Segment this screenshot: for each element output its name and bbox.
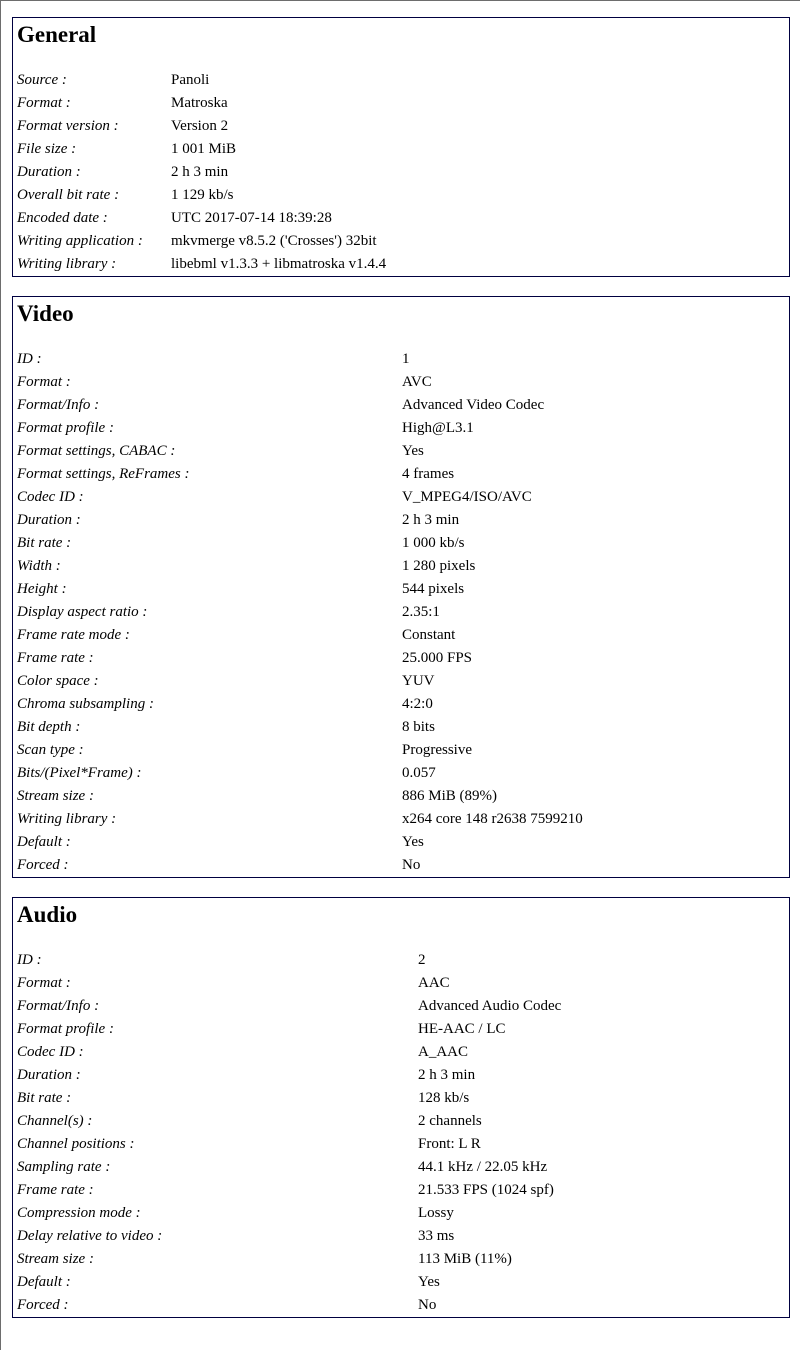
general-info-row — [17, 230, 785, 253]
field-value: UTC 2017-07-14 18:39:28 — [171, 210, 332, 226]
field-value: HE-AAC / LC — [418, 1021, 506, 1037]
video-info-row — [17, 555, 785, 578]
field-value: 2 h 3 min — [171, 164, 229, 180]
field-value: 113 MiB (11%) — [418, 1251, 512, 1267]
field-label: Bits/(Pixel*Frame) : — [17, 765, 142, 781]
field-label: Frame rate : — [17, 1182, 94, 1198]
field-label: File size : — [17, 141, 77, 157]
general-info-row — [17, 253, 785, 276]
general-info-row — [17, 115, 785, 138]
field-value: 886 MiB (89%) — [402, 788, 497, 804]
field-label: Frame rate mode : — [17, 627, 130, 643]
field-value: 1 — [402, 351, 410, 367]
field-value: No — [418, 1297, 437, 1313]
field-label: Default : — [17, 1274, 71, 1290]
field-value: Lossy — [418, 1205, 454, 1221]
video-info-row — [17, 532, 785, 555]
field-value: mkvmerge v8.5.2 ('Crosses') 32bit — [171, 233, 377, 249]
field-label: Delay relative to video : — [17, 1228, 163, 1244]
video-info-row — [17, 739, 785, 762]
general-section — [12, 17, 790, 277]
field-value: 1 001 MiB — [171, 141, 237, 157]
field-label: Writing application : — [17, 233, 143, 249]
general-rows — [17, 69, 785, 276]
video-info-row — [17, 808, 785, 831]
field-label: Stream size : — [17, 788, 94, 804]
video-info-row — [17, 417, 785, 440]
field-value: AVC — [402, 374, 432, 390]
general-info-row — [17, 207, 785, 230]
general-info-row — [17, 138, 785, 161]
field-label: Bit rate : — [17, 535, 72, 551]
field-label: Codec ID : — [17, 1044, 84, 1060]
field-label: Forced : — [17, 1297, 69, 1313]
field-label: Writing library : — [17, 256, 117, 272]
field-value: 0.057 — [402, 765, 436, 781]
field-value: 2 h 3 min — [418, 1067, 476, 1083]
video-info-row — [17, 647, 785, 670]
field-label: Duration : — [17, 1067, 81, 1083]
field-label: Forced : — [17, 857, 69, 873]
field-value: 8 bits — [402, 719, 435, 735]
field-value: 1 129 kb/s — [171, 187, 234, 203]
audio-info-row — [17, 1041, 785, 1064]
field-label: Codec ID : — [17, 489, 84, 505]
field-value: 4:2:0 — [402, 696, 433, 712]
window-frame-top — [0, 0, 800, 1]
field-value: 2.35:1 — [402, 604, 440, 620]
audio-info-row — [17, 1248, 785, 1271]
video-info-row — [17, 440, 785, 463]
field-label: Stream size : — [17, 1251, 94, 1267]
field-label: Chroma subsampling : — [17, 696, 154, 712]
video-info-row — [17, 785, 785, 808]
audio-info-row — [17, 1133, 785, 1156]
field-label: Format profile : — [17, 1021, 114, 1037]
field-label: Format/Info : — [17, 998, 100, 1014]
field-label: Channel positions : — [17, 1136, 135, 1152]
video-info-row — [17, 831, 785, 854]
field-label: Default : — [17, 834, 71, 850]
field-value: 2 — [418, 952, 426, 968]
video-info-row — [17, 762, 785, 785]
audio-info-row — [17, 1018, 785, 1041]
field-value: 544 pixels — [402, 581, 465, 597]
field-value: No — [402, 857, 421, 873]
audio-info-row — [17, 949, 785, 972]
field-value: 25.000 FPS — [402, 650, 473, 666]
field-label: Format : — [17, 374, 71, 390]
general-info-row — [17, 184, 785, 207]
video-section — [12, 296, 790, 878]
video-info-row — [17, 463, 785, 486]
field-label: Width : — [17, 558, 61, 574]
field-label: ID : — [17, 952, 42, 968]
field-value: 1 280 pixels — [402, 558, 476, 574]
field-label: Format : — [17, 95, 71, 111]
video-info-row — [17, 716, 785, 739]
audio-section — [12, 897, 790, 1318]
field-label: Format/Info : — [17, 397, 100, 413]
audio-info-row — [17, 1087, 785, 1110]
video-info-row — [17, 854, 785, 877]
audio-info-row — [17, 972, 785, 995]
field-value: Advanced Video Codec — [402, 397, 545, 413]
field-value: Front: L R — [418, 1136, 481, 1152]
field-value: 44.1 kHz / 22.05 kHz — [418, 1159, 548, 1175]
field-label: Format profile : — [17, 420, 114, 436]
audio-rows — [17, 949, 785, 1317]
video-info-row — [17, 371, 785, 394]
field-value: Yes — [418, 1274, 440, 1290]
field-value: Matroska — [171, 95, 228, 111]
field-label: Channel(s) : — [17, 1113, 93, 1129]
video-info-row — [17, 624, 785, 647]
field-value: AAC — [418, 975, 450, 991]
field-label: Format version : — [17, 118, 119, 134]
field-label: Duration : — [17, 512, 81, 528]
field-label: Color space : — [17, 673, 99, 689]
field-label: Bit rate : — [17, 1090, 72, 1106]
field-value: Constant — [402, 627, 456, 643]
audio-info-row — [17, 995, 785, 1018]
section-title-video: Video — [17, 301, 74, 326]
window-frame-left — [0, 0, 1, 1350]
field-label: ID : — [17, 351, 42, 367]
audio-info-row — [17, 1202, 785, 1225]
field-value: Advanced Audio Codec — [418, 998, 562, 1014]
audio-info-row — [17, 1225, 785, 1248]
field-value: High@L3.1 — [402, 420, 474, 436]
video-info-row — [17, 578, 785, 601]
audio-info-row — [17, 1271, 785, 1294]
field-label: Format : — [17, 975, 71, 991]
field-label: Overall bit rate : — [17, 187, 120, 203]
field-label: Source : — [17, 72, 67, 88]
field-label: Format settings, ReFrames : — [17, 466, 190, 482]
field-value: 1 000 kb/s — [402, 535, 465, 551]
field-label: Display aspect ratio : — [17, 604, 148, 620]
video-info-row — [17, 509, 785, 532]
field-value: Progressive — [402, 742, 472, 758]
field-value: V_MPEG4/ISO/AVC — [402, 489, 532, 505]
audio-info-row — [17, 1294, 785, 1317]
field-label: Bit depth : — [17, 719, 81, 735]
field-label: Encoded date : — [17, 210, 108, 226]
field-value: Yes — [402, 834, 424, 850]
field-value: libebml v1.3.3 + libmatroska v1.4.4 — [171, 256, 387, 272]
field-value: A_AAC — [418, 1044, 469, 1060]
video-info-row — [17, 601, 785, 624]
field-label: Frame rate : — [17, 650, 94, 666]
field-value: YUV — [402, 673, 435, 689]
video-info-row — [17, 394, 785, 417]
video-info-row — [17, 486, 785, 509]
video-info-row — [17, 693, 785, 716]
field-value: 2 channels — [418, 1113, 482, 1129]
audio-info-row — [17, 1110, 785, 1133]
field-value: Panoli — [171, 72, 210, 88]
field-value: 2 h 3 min — [402, 512, 460, 528]
video-rows — [17, 348, 785, 877]
field-label: Duration : — [17, 164, 81, 180]
field-value: 128 kb/s — [418, 1090, 470, 1106]
video-info-row — [17, 348, 785, 371]
field-label: Height : — [17, 581, 67, 597]
field-value: 21.533 FPS (1024 spf) — [418, 1182, 554, 1198]
field-value: x264 core 148 r2638 7599210 — [402, 811, 583, 827]
field-label: Compression mode : — [17, 1205, 141, 1221]
general-info-row — [17, 161, 785, 184]
field-value: Version 2 — [171, 118, 229, 134]
general-info-row — [17, 69, 785, 92]
audio-info-row — [17, 1156, 785, 1179]
field-label: Writing library : — [17, 811, 117, 827]
field-label: Sampling rate : — [17, 1159, 111, 1175]
field-value: 4 frames — [402, 466, 455, 482]
audio-info-row — [17, 1179, 785, 1202]
section-title-general: General — [17, 22, 97, 47]
general-info-row — [17, 92, 785, 115]
field-label: Scan type : — [17, 742, 84, 758]
audio-info-row — [17, 1064, 785, 1087]
field-value: 33 ms — [418, 1228, 455, 1244]
field-label: Format settings, CABAC : — [17, 443, 176, 459]
video-info-row — [17, 670, 785, 693]
section-title-audio: Audio — [17, 902, 78, 927]
field-value: Yes — [402, 443, 424, 459]
